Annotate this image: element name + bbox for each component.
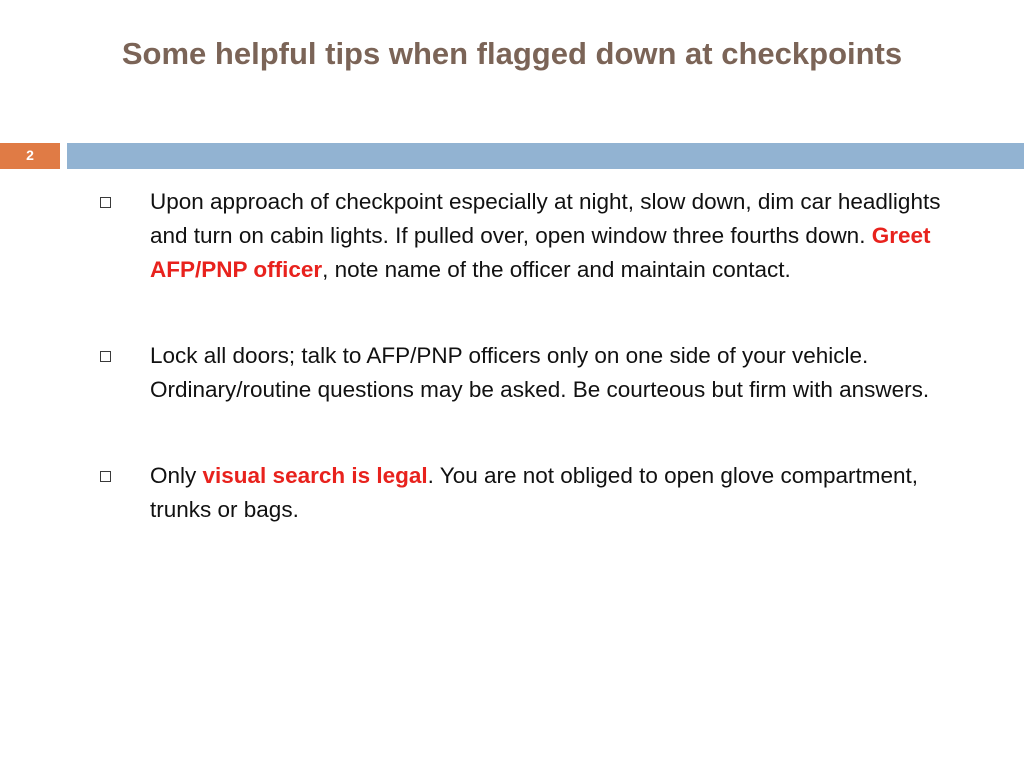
bullet-highlight: visual search is legal bbox=[202, 463, 428, 488]
square-bullet-icon bbox=[100, 471, 111, 482]
bullet-list bbox=[96, 185, 956, 579]
bullet-text: Lock all doors; talk to AFP/PNP officers only on one side of your vehicle. Ordinary/routine questions may be asked. Be courteous but firm with answers. bbox=[150, 343, 930, 402]
header-accent-bar bbox=[67, 143, 1024, 169]
bullet-text-part: Upon approach of checkpoint especially at night, slow down, dim car headlights and turn on cabin lights. If pulled over, open window three fourths down. bbox=[150, 189, 941, 248]
bullet-item-3 bbox=[96, 459, 956, 527]
bullet-item-2 bbox=[96, 339, 956, 407]
bullet-text-part: , note name of the officer and maintain contact. bbox=[322, 257, 791, 282]
slide-number-badge: 2 bbox=[0, 143, 60, 169]
square-bullet-icon bbox=[100, 351, 111, 362]
bullet-text-part: Only bbox=[150, 463, 203, 488]
bullet-text-part: . You are not obliged to open glove compartment, trunks or bags. bbox=[150, 463, 918, 522]
bullet-highlight: Greet AFP/PNP officer bbox=[150, 223, 931, 282]
slide-title: Some helpful tips when flagged down at checkpoints bbox=[121, 36, 903, 71]
square-bullet-icon bbox=[100, 197, 111, 208]
bullet-text bbox=[150, 189, 940, 282]
bullet-item-1 bbox=[96, 185, 956, 287]
bullet-text bbox=[150, 463, 918, 522]
